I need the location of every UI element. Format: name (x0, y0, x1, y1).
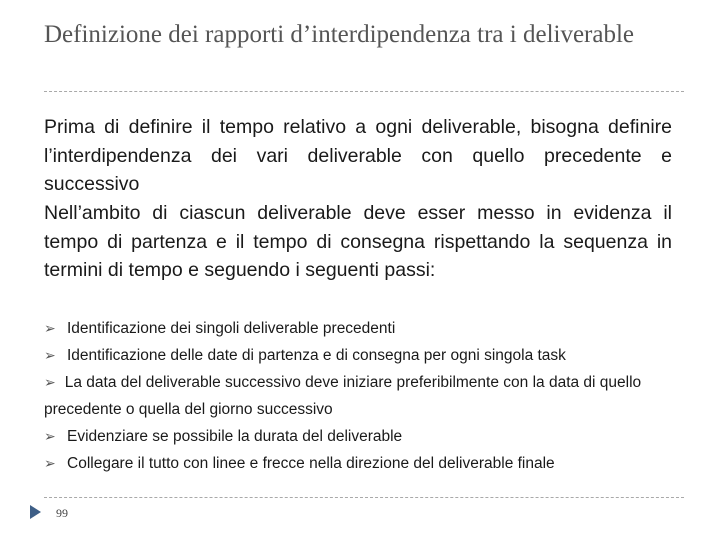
arrow-right-icon: ➢ (44, 347, 56, 363)
list-item (44, 369, 674, 423)
title-divider (44, 91, 684, 92)
page-marker-icon (30, 505, 41, 519)
list-item-text: Identificazione delle date di partenza e di consegna per ogni singola task (67, 347, 566, 364)
arrow-right-icon: ➢ (44, 374, 56, 390)
intro-paragraph: Prima di definire il tempo relativo a ogni deliverable, bisogna definire l’interdipendenza dei vari deliverable con quello precedente e successivo (44, 116, 672, 195)
list-item-text: Evidenziare se possibile la durata del deliverable (67, 428, 403, 445)
list-item (44, 450, 674, 477)
page-number: 99 (56, 506, 68, 520)
list-item-text: La data del deliverable successivo deve iniziare preferibilmente con la data di quello precedente o quella del giorno successivo (44, 374, 642, 418)
slide-title: Definizione dei rapporti d’interdipendenza tra i deliverable (44, 21, 635, 48)
list-item (44, 342, 674, 369)
list-item-text: Collegare il tutto con linee e frecce nella direzione del deliverable finale (67, 455, 555, 472)
steps-paragraph: Nell’ambito di ciascun deliverable deve esser messo in evidenza il tempo di partenza e il tempo di consegna rispettando la sequenza in termini di tempo e seguendo i seguenti passi: (44, 202, 672, 281)
steps-list (44, 315, 674, 477)
arrow-right-icon: ➢ (44, 455, 56, 471)
list-item-text: Identificazione dei singoli deliverable precedenti (67, 320, 396, 337)
footer-divider (44, 497, 684, 498)
arrow-right-icon: ➢ (44, 428, 56, 444)
arrow-right-icon: ➢ (44, 320, 56, 336)
list-item (44, 315, 674, 342)
list-item (44, 423, 674, 450)
